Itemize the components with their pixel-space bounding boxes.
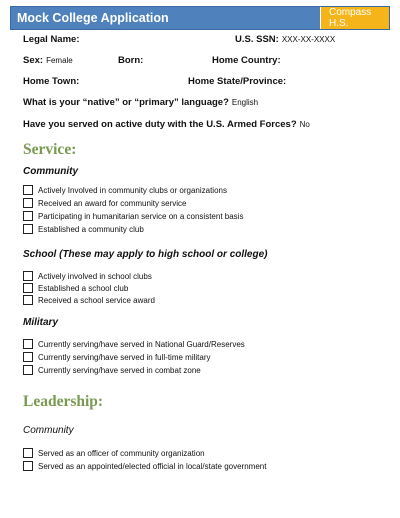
- checkbox[interactable]: [23, 198, 33, 208]
- ssn-label: U.S. SSN:: [235, 34, 279, 45]
- sex-field: [23, 55, 73, 66]
- checkbox[interactable]: [23, 224, 33, 234]
- checkbox-row[interactable]: [23, 338, 245, 350]
- checkbox-row[interactable]: [23, 460, 266, 472]
- leadership-heading: Leadership:: [23, 393, 104, 410]
- form-header: [10, 6, 390, 30]
- service-heading: Service:: [23, 141, 77, 158]
- checkbox-label: Established a school club: [38, 283, 129, 293]
- checkbox-label: Received a school service award: [38, 295, 155, 305]
- checkbox-label: Actively Involved in community clubs or organizations: [38, 185, 227, 195]
- checkbox[interactable]: [23, 352, 33, 362]
- checkbox-label: Established a community club: [38, 224, 144, 234]
- checkbox[interactable]: [23, 461, 33, 471]
- checkbox-label: Currently serving/have served in combat zone: [38, 365, 201, 375]
- home-country-field: [212, 55, 281, 66]
- checkbox-row[interactable]: [23, 364, 201, 376]
- armed-forces-value: No: [299, 120, 310, 129]
- sex-label: Sex:: [23, 55, 44, 66]
- checkbox-label: Received an award for community service: [38, 198, 187, 208]
- checkbox[interactable]: [23, 211, 33, 221]
- language-field: [23, 97, 258, 108]
- checkbox-label: Served as an appointed/elected official in local/state government: [38, 461, 267, 471]
- checkbox-label: Served as an officer of community organization: [38, 448, 205, 458]
- language-value: English: [231, 98, 259, 107]
- armed-forces-field: [23, 119, 310, 130]
- language-label: What is your “native” or “primary” language?: [23, 97, 229, 108]
- checkbox[interactable]: [23, 339, 33, 349]
- checkbox-row[interactable]: [23, 447, 205, 459]
- home-country-label: Home Country:: [212, 55, 281, 66]
- checkbox-row[interactable]: [23, 197, 187, 209]
- checkbox-label: Currently serving/have served in National Guard/Reserves: [38, 339, 245, 349]
- armed-forces-label: Have you served on active duty with the U.S. Armed Forces?: [23, 119, 297, 130]
- checkbox-label: Participating in humanitarian service on a consistent basis: [38, 211, 244, 221]
- checkbox[interactable]: [23, 448, 33, 458]
- checkbox-row[interactable]: [23, 351, 211, 363]
- service-community-heading: Community: [23, 166, 78, 177]
- checkbox-row[interactable]: [23, 294, 155, 306]
- leadership-community-heading: Community: [23, 425, 74, 436]
- checkbox-row[interactable]: [23, 270, 152, 282]
- home-town-label: Home Town:: [23, 76, 80, 87]
- legal-name-field: [23, 34, 80, 45]
- home-state-field: [188, 76, 286, 87]
- legal-name-label: Legal Name:: [23, 34, 80, 45]
- form-title: Mock College Application: [17, 11, 169, 25]
- checkbox-row[interactable]: [23, 184, 227, 196]
- checkbox-row[interactable]: [23, 210, 243, 222]
- sex-value: Female: [46, 56, 73, 65]
- home-state-label: Home State/Province:: [188, 76, 287, 87]
- checkbox[interactable]: [23, 185, 33, 195]
- checkbox[interactable]: [23, 271, 33, 281]
- service-military-heading: Military: [23, 317, 59, 328]
- born-label: Born:: [118, 55, 144, 66]
- checkbox-row[interactable]: [23, 282, 128, 294]
- born-field: [118, 55, 143, 66]
- ssn-value: XXX-XX-XXXX: [281, 35, 336, 44]
- checkbox[interactable]: [23, 283, 33, 293]
- checkbox[interactable]: [23, 365, 33, 375]
- ssn-field: [235, 34, 335, 45]
- home-town-field: [23, 76, 79, 87]
- service-school-heading: School (These may apply to high school or college): [23, 249, 268, 260]
- checkbox-label: Actively involved in school clubs: [38, 271, 152, 281]
- checkbox-row[interactable]: [23, 223, 144, 235]
- school-badge: Compass H.S.: [320, 7, 389, 29]
- checkbox-label: Currently serving/have served in full-time military: [38, 352, 211, 362]
- checkbox[interactable]: [23, 295, 33, 305]
